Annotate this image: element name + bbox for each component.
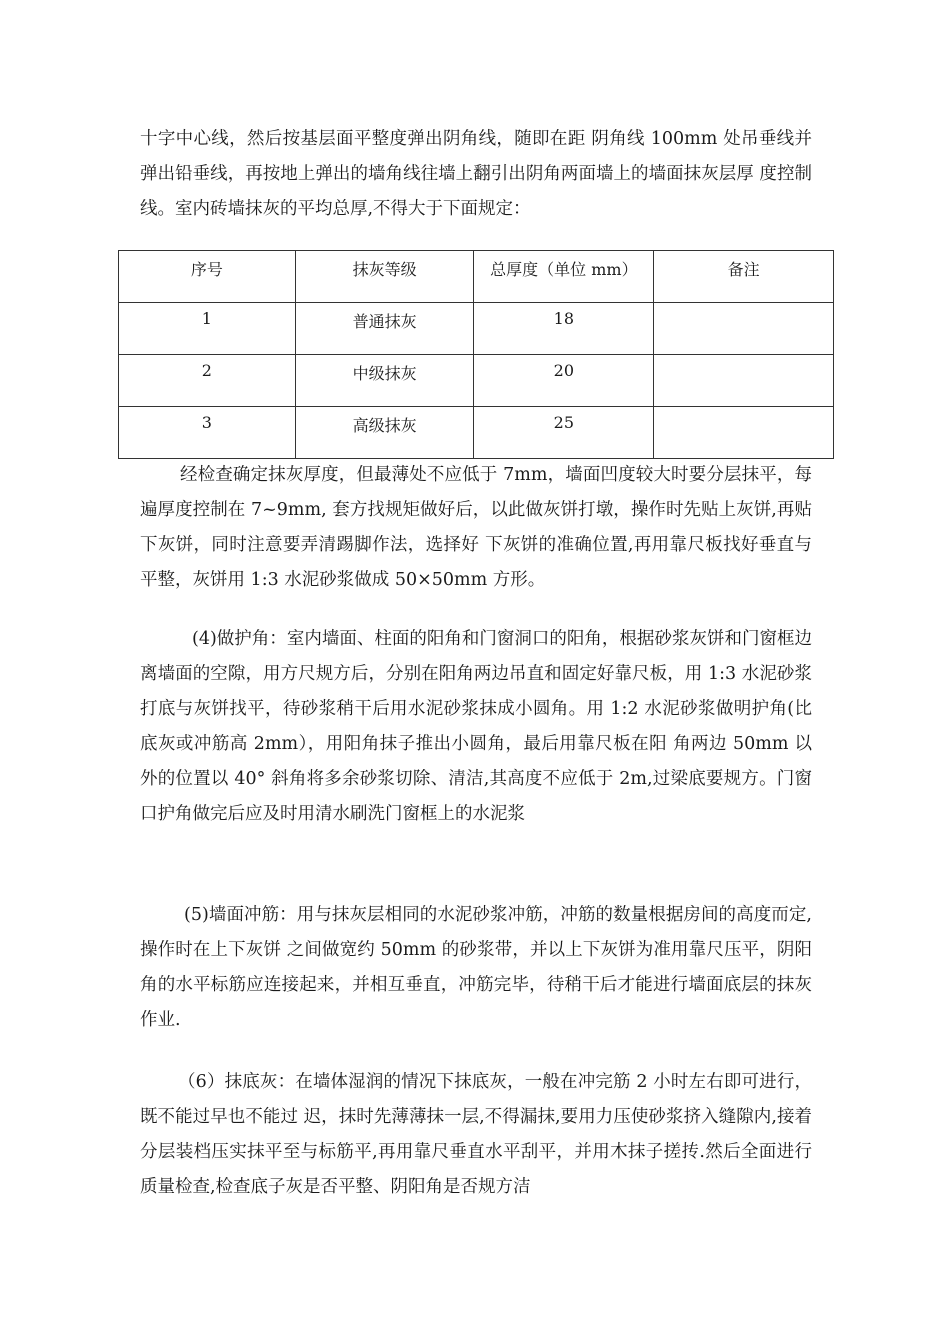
cell-serial: 3 [119, 407, 296, 459]
cell-thickness: 18 [474, 303, 654, 355]
cell-serial: 1 [119, 303, 296, 355]
table-header-row [119, 251, 834, 303]
header-grade: 抹灰等级 [295, 251, 474, 303]
table-row [119, 407, 834, 459]
header-thickness: 总厚度（单位 mm） [474, 251, 654, 303]
table-row [119, 355, 834, 407]
paragraph-corner-protection: (4)做护角：室内墙面、柱面的阳角和门窗洞口的阳角，根据砂浆灰饼和门窗框边离墙面的空隙，用方尺规方后，分别在阳角两边吊直和固定好靠尺板，用 1:3 水泥砂浆打底与灰饼找平，待砂浆稍干后用水泥砂浆抹成小圆角。用 1:2 水泥砂浆做明护角(比底灰或冲筋高 2mm），用阳角抹子推出小圆角，最后用靠尺板在阳 角两边 50mm 以外的位置以 40° 斜角将多余砂浆切除、清洁,其高度不应低于 2m,过梁底要规方。门窗口护角做完后应及时用清水刷洗门窗框上的水泥浆 [140, 629, 812, 824]
plaster-thickness-table [118, 250, 834, 459]
cell-grade: 中级抹灰 [295, 355, 474, 407]
paragraph-base-coat: （6）抹底灰：在墙体湿润的情况下抹底灰，一般在冲完筋 2 小时左右即可进行，既不能过早也不能过 迟，抹时先薄薄抹一层,不得漏抹,要用力压使砂浆挤入缝隙内,接着分层装档压实抹平至与标筋平,再用靠尺垂直水平刮平，并用木抹子搓抟.然后全面进行质量检查,检查底子灰是否平整、阴阳角是否规方洁 [140, 1072, 812, 1197]
header-remarks: 备注 [654, 251, 834, 303]
paragraph-thickness-check: 经检查确定抹灰厚度，但最薄处不应低于 7mm，墙面凹度较大时要分层抹平，每遍厚度控制在 7~9mm, 套方找规矩做好后，以此做灰饼打墩，操作时先贴上灰饼,再贴下灰饼，同时注意要弄清踢脚作法，选择好 下灰饼的准确位置,再用靠尺板找好垂直与平整，灰饼用 1:3 水泥砂浆做成 50×50mm 方形。 [140, 465, 812, 590]
cell-serial: 2 [119, 355, 296, 407]
cell-grade: 普通抹灰 [295, 303, 474, 355]
cell-remarks [654, 355, 834, 407]
cell-remarks [654, 407, 834, 459]
cell-grade: 高级抹灰 [295, 407, 474, 459]
header-serial: 序号 [119, 251, 296, 303]
paragraph-wall-screeding: (5)墙面冲筋：用与抹灰层相同的水泥砂浆冲筋，冲筋的数量根据房间的高度而定,操作时在上下灰饼 之间做宽约 50mm 的砂浆带，并以上下灰饼为准用靠尺压平，阴阳角的水平标筋应连接起来，并相互垂直，冲筋完毕，待稍干后才能进行墙面底层的抹灰作业. [140, 905, 812, 1030]
paragraph-intro: 十字中心线，然后按基层面平整度弹出阴角线，随即在距 阴角线 100mm 处吊垂线并弹出铅垂线，再按地上弹出的墙角线往墙上翻引出阴角两面墙上的墙面抹灰层厚 度控制线。室内砖墙抹灰的平均总厚,不得大于下面规定： [140, 129, 812, 219]
table-row [119, 303, 834, 355]
cell-remarks [654, 303, 834, 355]
cell-thickness: 20 [474, 355, 654, 407]
cell-thickness: 25 [474, 407, 654, 459]
